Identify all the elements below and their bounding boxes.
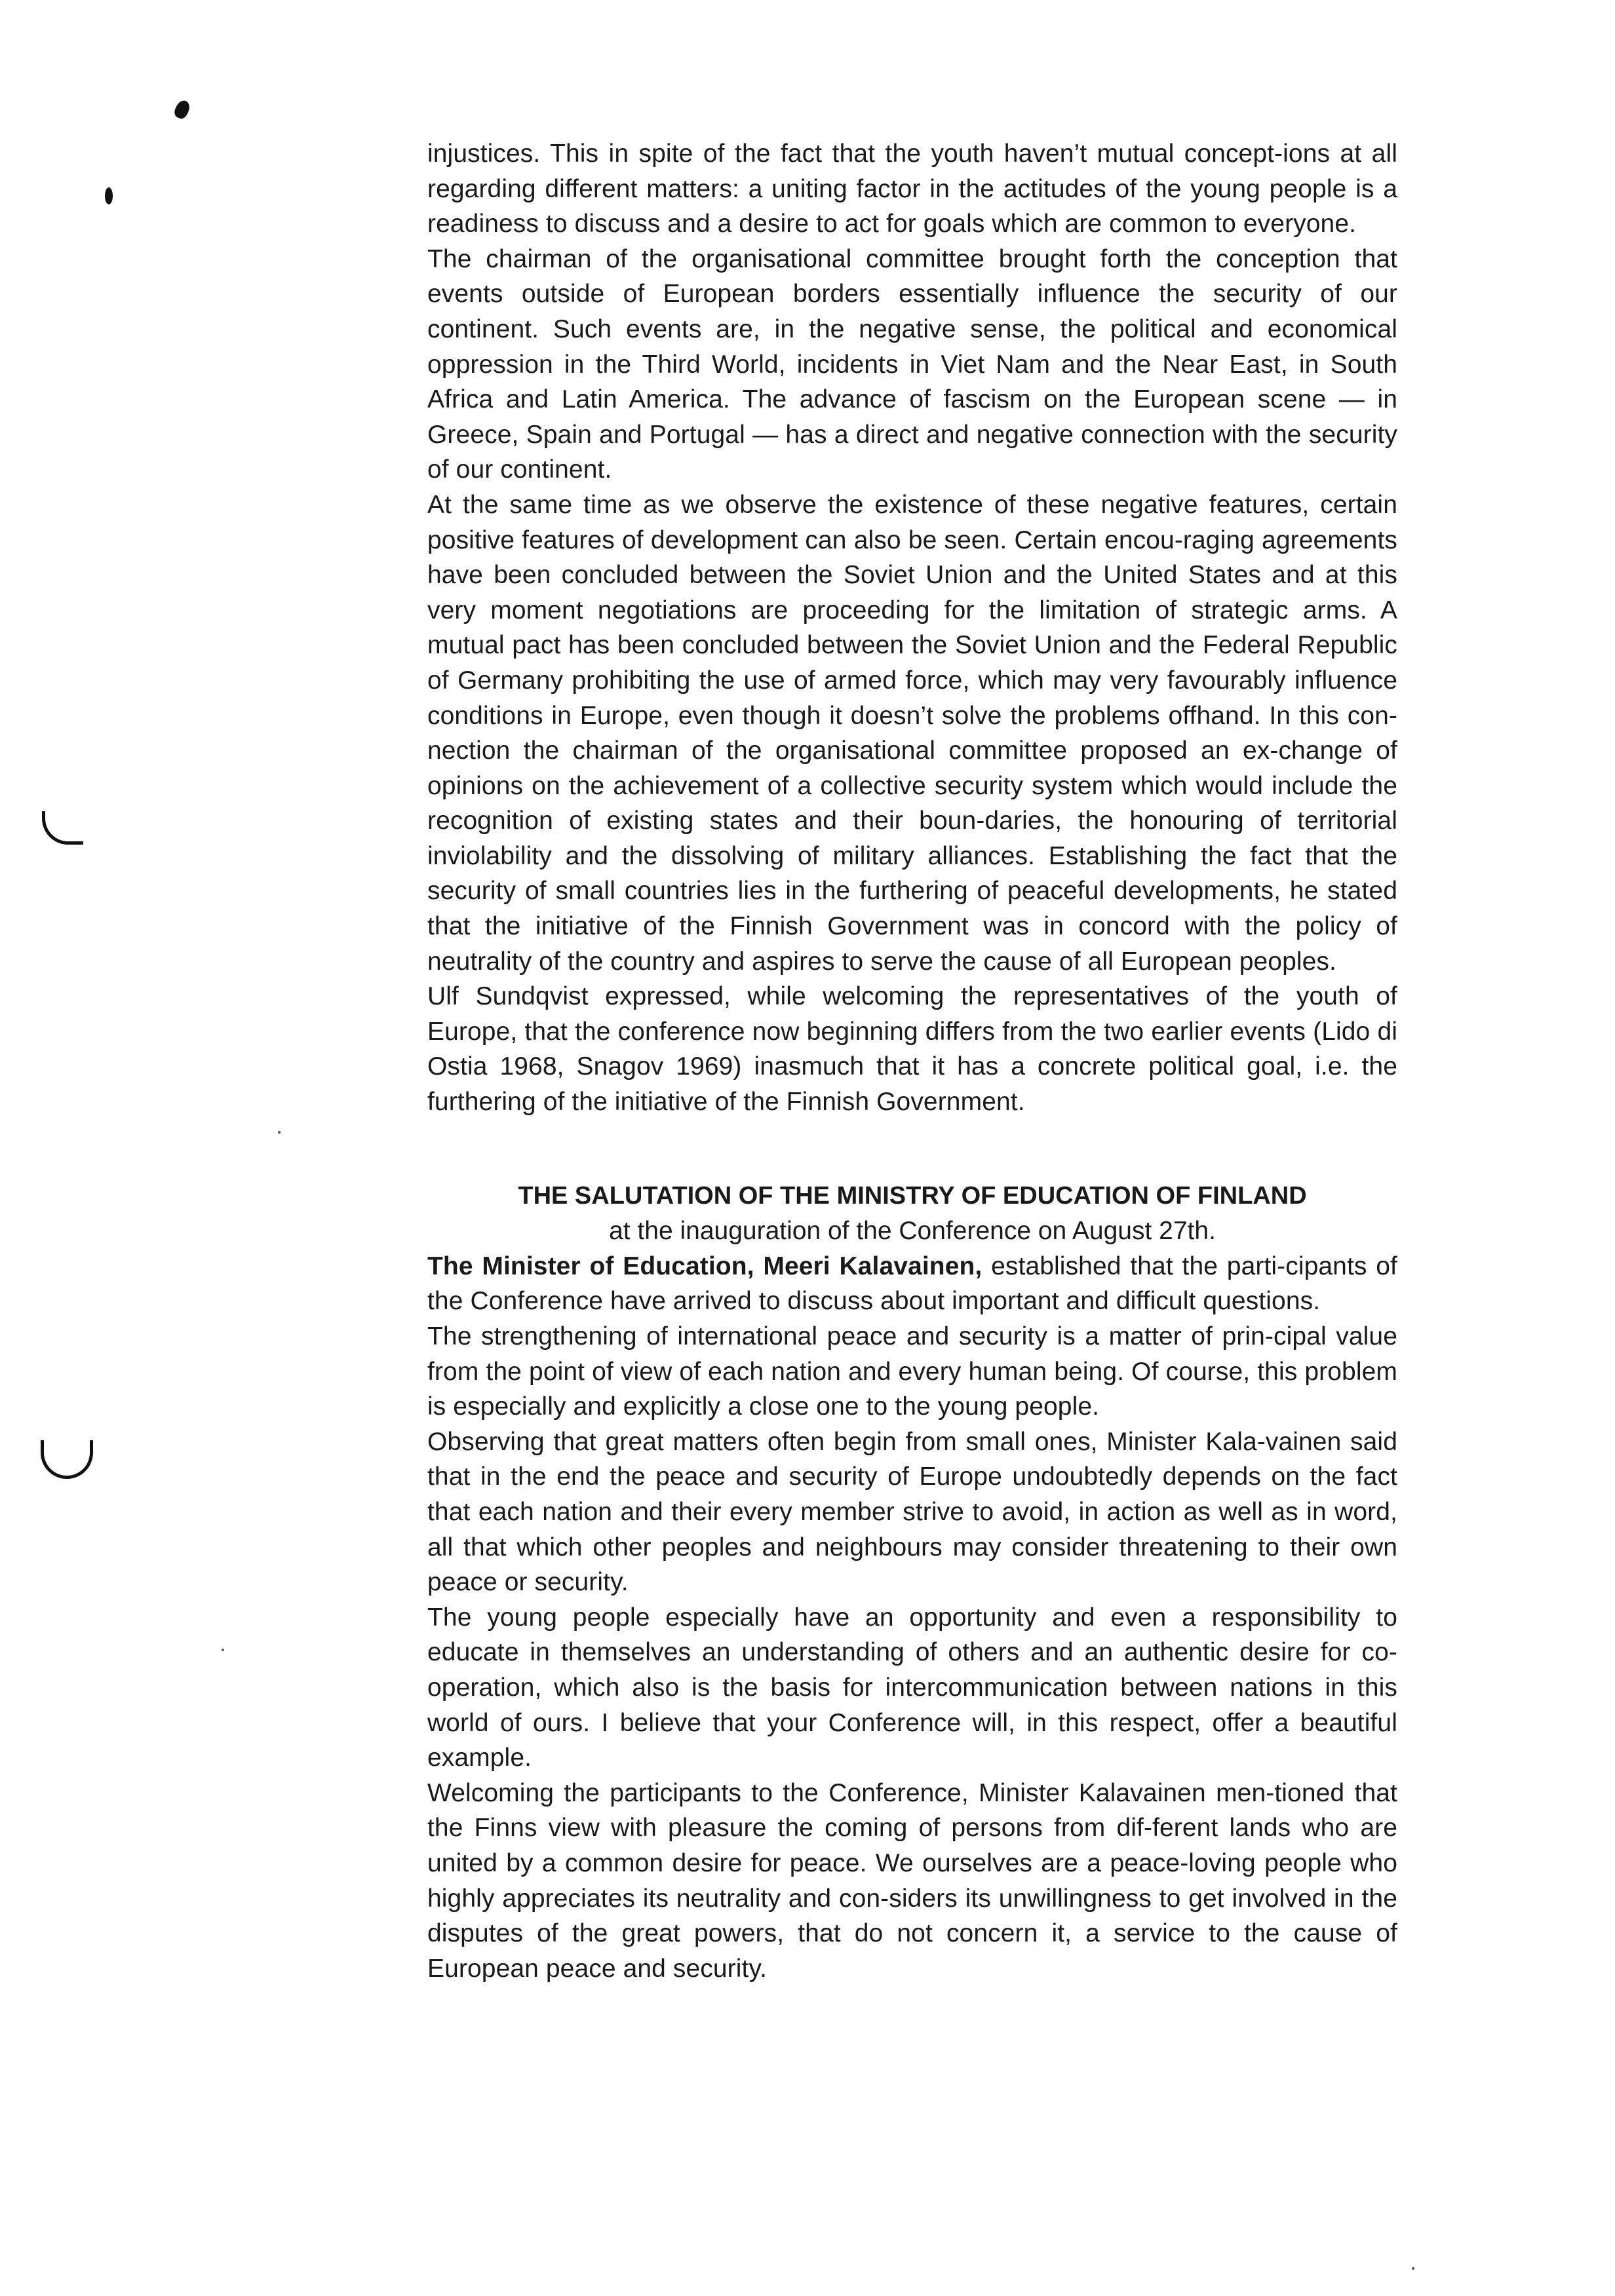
binding-mark [42, 811, 83, 845]
punch-mark [172, 98, 192, 121]
scan-speck [1412, 2267, 1414, 2270]
body-paragraph: Welcoming the participants to the Conference, Minister Kalavainen men-tioned that the Finns view with pleasure the coming of persons from dif-ferent lands who are united by a common desire for peace. We ourselves are a peace-loving people who highly appreciates its neutrality and con-siders its unwillingness to get involved in the disputes of the great powers, that do not concern it, a service to the cause of European peace and security. [427, 1778, 1397, 1983]
body-paragraph: At the same time as we observe the existence of these negative features, certain positive features of development can also be seen. Certain encou-raging agreements have been concluded between the Soviet Union and the United States and at this very moment negotiations are proceeding for the limitation of strategic arms. A mutual pact has been concluded between the Soviet Union and the Federal Republic of Germany prohibiting the use of armed force, which may very favourably influence conditions in Europe, even though it doesn’t solve the problems offhand. In this con-nection the chairman of the organisational committee proposed an ex-change of opinions on the achievement of a collective security system which would include the recognition of existing states and their boun-daries, the honouring of territorial inviolability and the dissolving of military alliances. Establishing the fact that the security of small countries lies in the furthering of peaceful developments, he stated that the initiative of the Finnish Government was in concord with the policy of neutrality of the country and aspires to serve the cause of all European peoples. [427, 490, 1397, 976]
body-paragraph: Observing that great matters often begin from small ones, Minister Kala-vainen said that in the end the peace and security of Europe undoubtedly depends on the fact that each nation and their every member strive to avoid, in action as well as in word, all that which other peoples and neighbours may consider threatening to their own peace or security. [427, 1427, 1397, 1597]
text-column [427, 136, 1397, 1986]
body-paragraph: The strengthening of international peace and security is a matter of prin-cipal value from the point of view of each nation and every human being. Of course, this problem is especially and explicitly a close one to the young people. [427, 1322, 1397, 1421]
section-subheading: at the inauguration of the Conference on August 27th. [609, 1217, 1216, 1246]
minister-lead-rest: established that the parti-cipants of the Conference have arrived to discuss about important and difficult questions. [427, 1252, 1397, 1316]
minister-paragraph [427, 1249, 1397, 1319]
section-header [427, 1179, 1397, 1249]
body-paragraph: Ulf Sundqvist expressed, while welcoming the representatives of the youth of Europe, that the conference now beginning differs from the two earlier events (Lido di Ostia 1968, Snagov 1969) inasmuch that it has a concrete political goal, i.e. the furthering of the initiative of the Finnish Government. [427, 982, 1397, 1117]
scan-speck [278, 1131, 281, 1134]
minister-lead: The Minister of Education, Meeri Kalavainen, [427, 1252, 983, 1280]
scan-speck [222, 1649, 224, 1651]
body-paragraph: The young people especially have an opportunity and even a responsibility to educate in themselves an understanding of others and an authentic desire for co-operation, which also is the basis for intercommunication between nations in this world of ours. I believe that your Conference will, in this respect, offer a beautiful example. [427, 1603, 1397, 1772]
body-paragraph: The chairman of the organisational committee brought forth the conception that events outside of European borders essentially influence the security of our continent. Such events are, in the negative sense, the political and economical oppression in the Third World, incidents in Viet Nam and the Near East, in South Africa and Latin America. The advance of fascism on the European scene — in Greece, Spain and Portugal — has a direct and negative connection with the security of our continent. [427, 244, 1397, 484]
section-heading: THE SALUTATION OF THE MINISTRY OF EDUCATION OF FINLAND [518, 1181, 1307, 1210]
binding-mark [41, 1440, 93, 1479]
body-paragraph: injustices. This in spite of the fact that the youth haven’t mutual concept-ions at all regarding different matters: a uniting factor in the actitudes of the young people is a readiness to discuss and a desire to act for goals which are common to everyone. [427, 140, 1397, 239]
punch-mark [105, 187, 113, 204]
